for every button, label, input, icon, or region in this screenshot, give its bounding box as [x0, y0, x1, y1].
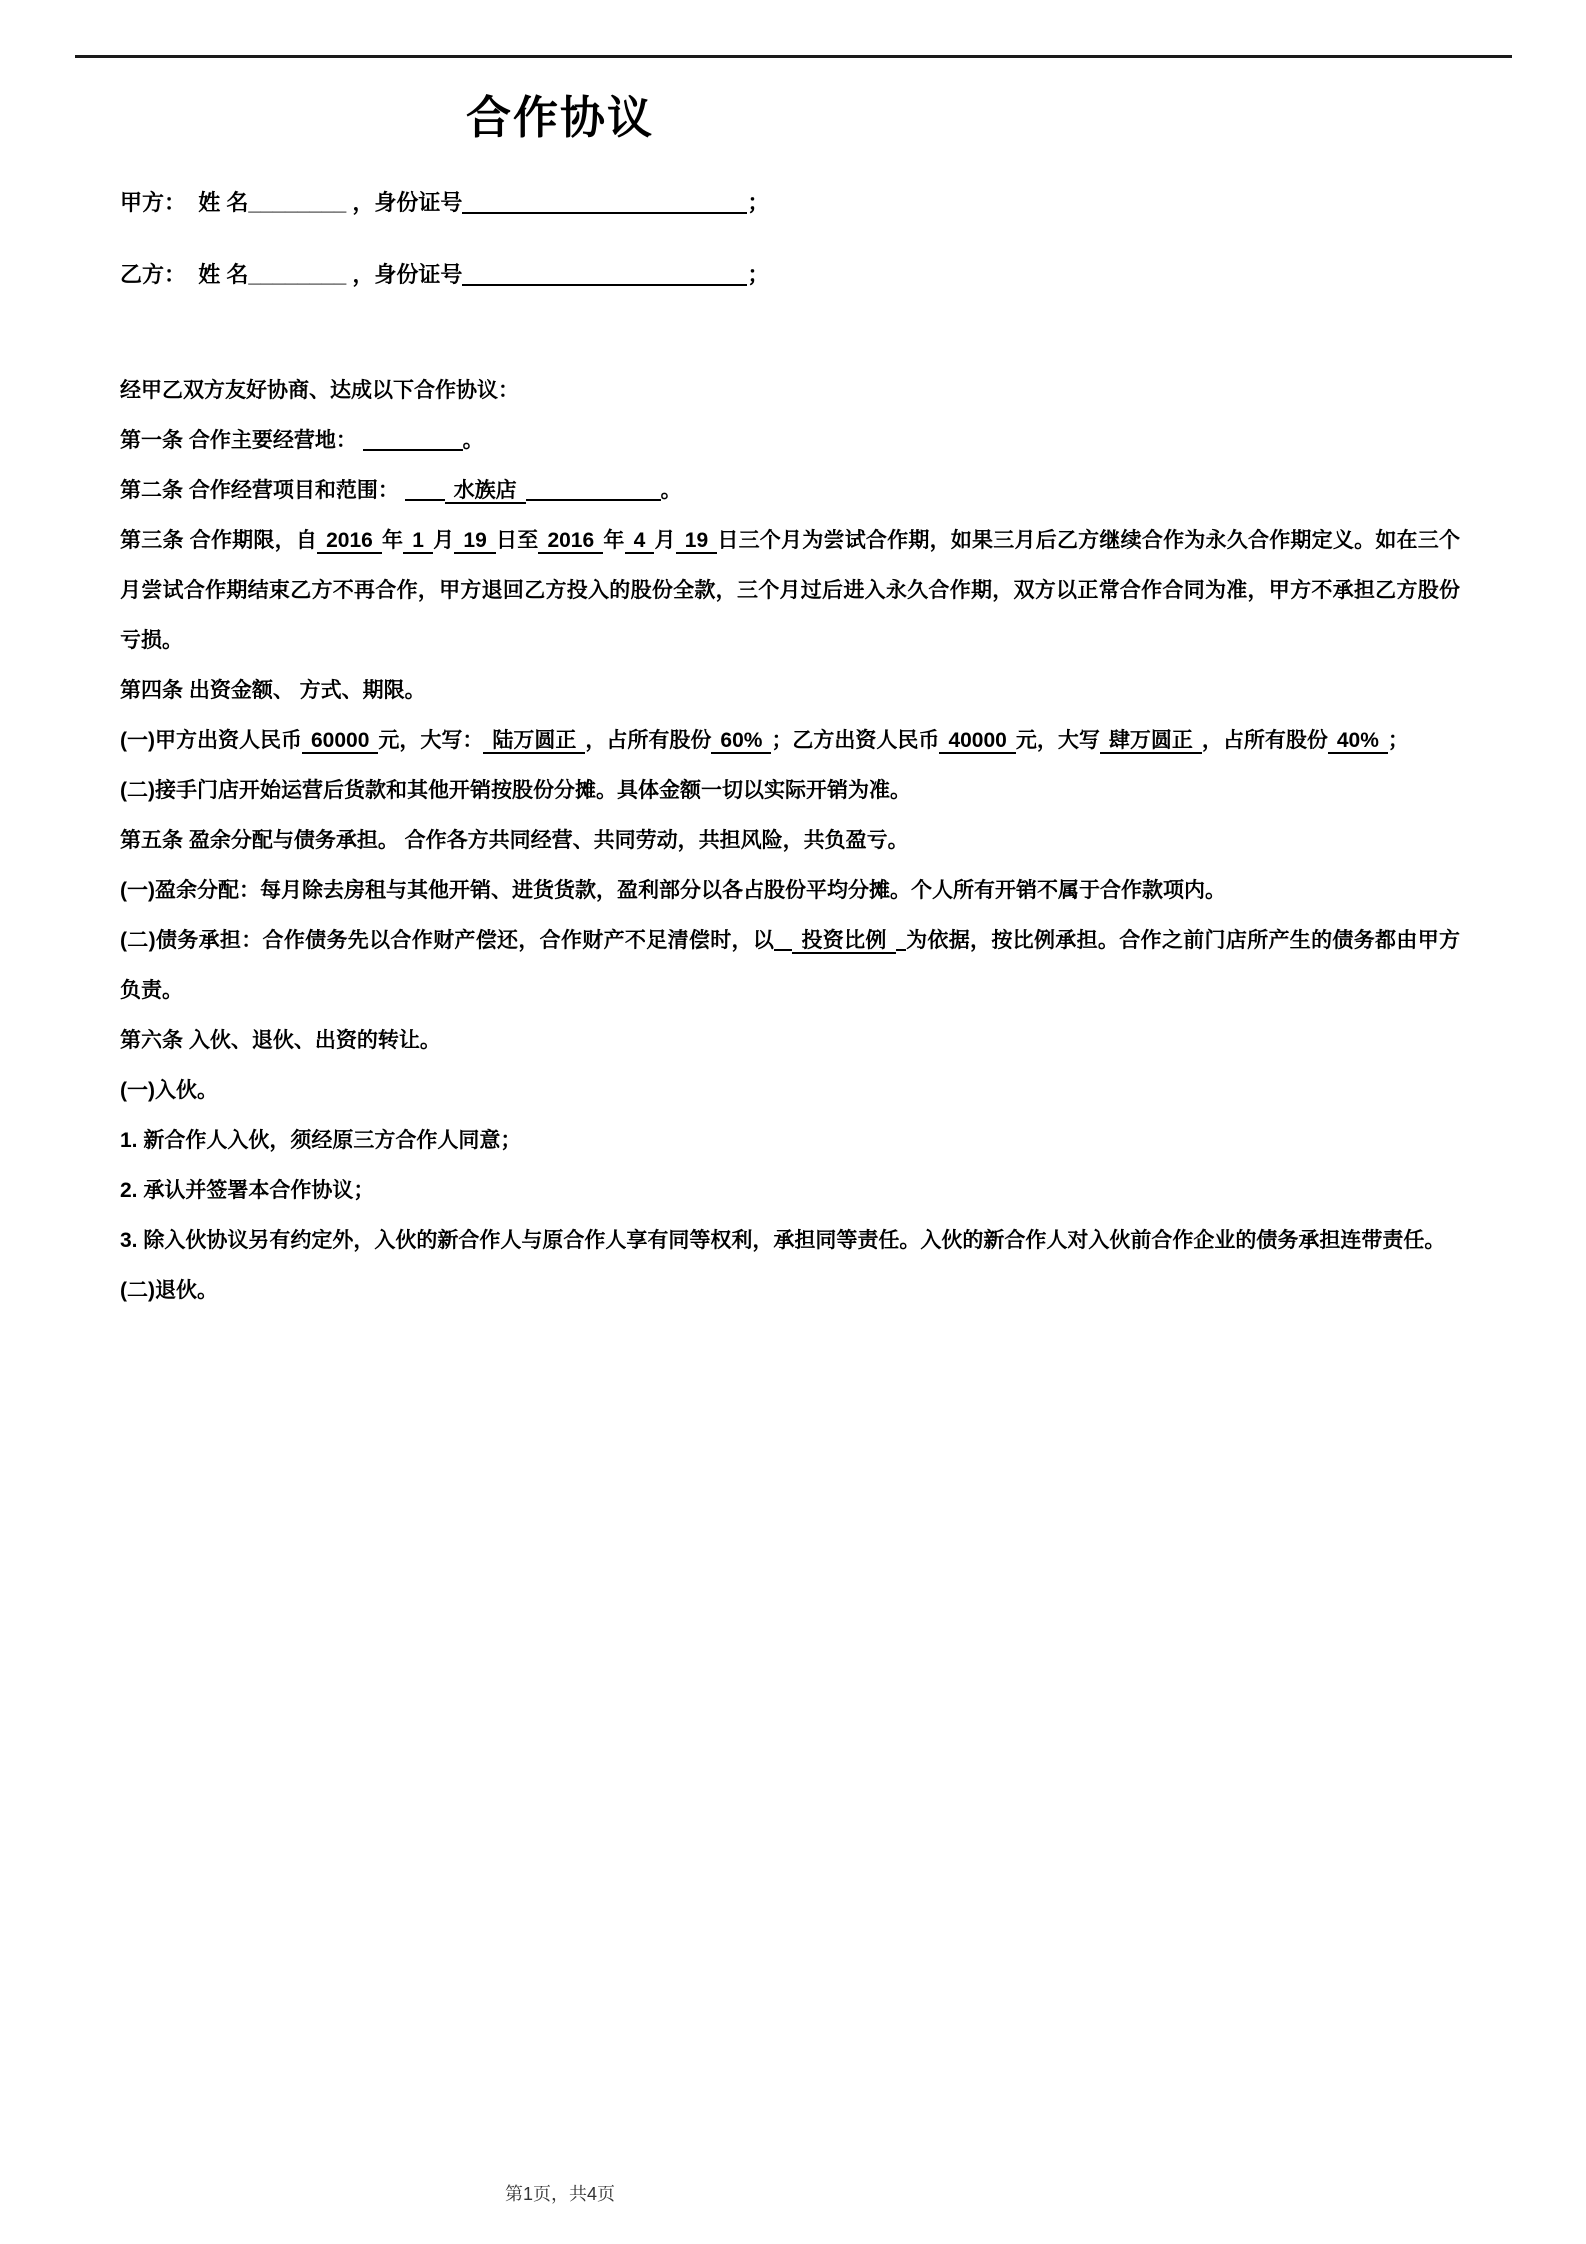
article-6: 第六条 入伙、退伙、出资的转让。 [120, 1029, 441, 1052]
party-a-label: 甲方： 姓 名 [120, 190, 249, 215]
clause-4-1-text-0: (一)甲方出资人民币 [120, 729, 302, 752]
article-2-blank-pre [405, 477, 445, 501]
share-a-value: 60% [711, 729, 771, 754]
clause-6-1-item-2: 2. 承认并签署本合作协议； [120, 1179, 375, 1202]
amount-a-cn-value: 陆万圆正 [483, 729, 585, 754]
clause-6-2: (二)退伙。 [120, 1279, 218, 1302]
article-3 [120, 516, 1460, 666]
article-3-text-5: 月 [654, 529, 676, 552]
clause-4-1-text-1: 元，大写： [378, 729, 484, 752]
party-b-end: ； [747, 262, 770, 287]
end-day-value: 19 [676, 529, 717, 554]
document-body [120, 366, 1460, 1316]
clause-4-1-text-5: ，占所有股份 [1201, 729, 1328, 752]
clause-4-1-text-2: ，占所有股份 [585, 729, 712, 752]
clause-5-2-blank-post [896, 927, 906, 951]
party-a-name-blank: ________ [248, 190, 347, 215]
article-3-text-4: 年 [603, 529, 625, 552]
clause-5-2-text-1: 为依据，按比例承担。合作之前门店所产生的债务都由甲方负责。 [120, 929, 1461, 1002]
clause-6-1-item-3: 3. 除入伙协议另有约定外，入伙的新合作人与原合作人享有同等权利，承担同等责任。入伙的新合作人对入伙前合作企业的债务承担连带责任。 [120, 1229, 1446, 1252]
end-month-value: 4 [625, 529, 655, 554]
article-3-text-6: 日三个月为尝试合作期，如果三月后乙方继续合作为永久合作期定义。如在三个月尝试合作期结束乙方不再合作，甲方退回乙方投入的股份全款，三个月过后进入永久合作期，双方以正常合作合同为准，甲方不承担乙方股份亏损。 [120, 529, 1461, 652]
article-2-end: 。 [660, 479, 682, 502]
party-a-end: ； [747, 190, 770, 215]
clause-5-2-text-0: (二)债务承担：合作债务先以合作财产偿还，合作财产不足清偿时，以 [120, 929, 775, 952]
amount-b-value: 40000 [939, 729, 1015, 754]
clause-5-1: (一)盈余分配：每月除去房租与其他开销、进货货款，盈利部分以各占股份平均分摊。个人所有开销不属于合作款项内。 [120, 879, 1226, 902]
party-a-id-label: ，身份证号 [346, 190, 463, 215]
article-2 [120, 466, 1460, 516]
party-b-id-blank [462, 262, 747, 286]
top-rule [75, 55, 1512, 58]
party-b-name-blank: ________ [248, 262, 347, 287]
clause-4-1-text-6: ； [1387, 729, 1409, 752]
party-a-line [120, 188, 1460, 218]
document-title: 合作协议 [465, 92, 654, 143]
article-3-text-1: 年 [381, 529, 404, 552]
article-1 [120, 416, 1460, 466]
article-5: 第五条 盈余分配与债务承担。 合作各方共同经营、共同劳动，共担风险，共负盈亏。 [120, 829, 909, 852]
article-4: 第四条 出资金额、 方式、期限。 [120, 679, 426, 702]
clause-4-1-text-3: ；乙方出资人民币 [771, 729, 940, 752]
start-month-value: 1 [403, 529, 433, 554]
article-3-text-2: 月 [432, 529, 455, 552]
clause-4-2: (二)接手门店开始运营后货款和其他开销按股份分摊。具体金额一切以实际开销为准。 [120, 779, 911, 802]
clause-6-1-item-1: 1. 新合作人入伙，须经原三方合作人同意； [120, 1129, 522, 1152]
amount-b-cn-value: 肆万圆正 [1100, 729, 1202, 754]
end-year-value: 2016 [538, 529, 603, 554]
article-1-end: 。 [462, 429, 484, 452]
article-2-text: 第二条 合作经营项目和范围： [120, 479, 405, 502]
amount-a-value: 60000 [302, 729, 378, 754]
party-b-label: 乙方： 姓 名 [120, 262, 249, 287]
clause-4-1 [120, 716, 1460, 766]
party-b-id-label: ，身份证号 [346, 262, 463, 287]
business-scope-value: 水族店 [445, 479, 526, 504]
article-1-text: 第一条 合作主要经营地： [120, 429, 363, 452]
intro-paragraph: 经甲乙双方友好协商、达成以下合作协议： [120, 379, 519, 402]
clause-5-2 [120, 916, 1460, 1016]
start-year-value: 2016 [317, 529, 382, 554]
share-b-value: 40% [1328, 729, 1388, 754]
page-number-footer: 第1页，共4页 [504, 2184, 616, 2204]
article-3-text-3: 日至 [495, 529, 539, 552]
article-2-blank-post [526, 477, 661, 501]
article-3-text-0: 第三条 合作期限，自 [120, 529, 318, 552]
start-day-value: 19 [454, 529, 495, 554]
article-1-blank [363, 427, 463, 451]
clause-6-1: (一)入伙。 [120, 1079, 218, 1102]
clause-4-1-text-4: 元，大写 [1015, 729, 1100, 752]
debt-basis-value: 投资比例 [792, 929, 896, 954]
clause-5-2-blank-pre [774, 927, 792, 951]
party-a-id-blank [462, 190, 747, 214]
party-b-line [120, 260, 1460, 290]
